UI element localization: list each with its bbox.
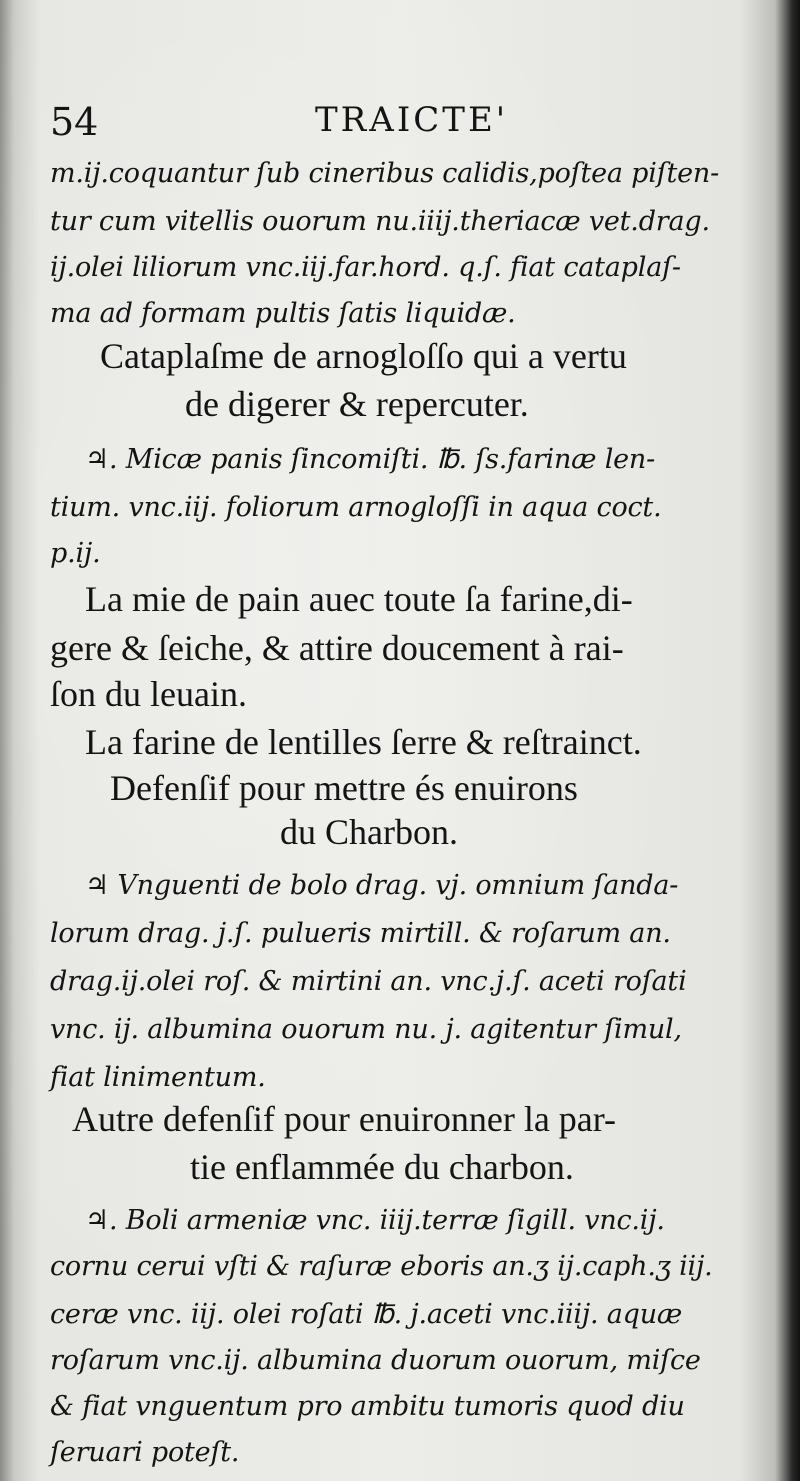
text-line: m.ij.coquantur ſub cineribus calidis,poſtea piſten-: [50, 158, 720, 189]
page-number: 54: [50, 100, 99, 144]
text-line: cornu cerui vſti & raſuræ eboris an.ʒ ij.caph.ʒ iij.: [50, 1251, 713, 1282]
running-title: TRAICTE': [315, 100, 509, 140]
section-heading: tie enflammée du charbon.: [190, 1147, 574, 1187]
section-heading: de digerer & repercuter.: [185, 384, 529, 424]
text-line: La mie de pain auec toute ſa farine,di-: [85, 579, 633, 619]
text-line: roſarum vnc.ij. albumina duorum ouorum, miſce: [50, 1345, 701, 1376]
text-line: gere & ſeiche, & attire doucement à rai-: [50, 628, 624, 668]
section-heading: Autre defenſif pour enuironner la par-: [72, 1099, 617, 1139]
section-heading: Defenſif pour mettre és enuirons: [110, 768, 578, 808]
text-line: La farine de lentilles ſerre & reſtrainct.: [85, 722, 642, 762]
text-line: ♃. Boli armeniæ vnc. iiij.terræ ſigill. vnc.ij.: [85, 1205, 665, 1236]
section-heading: du Charbon.: [280, 812, 458, 852]
text-line: & fiat vnguentum pro ambitu tumoris quod diu: [50, 1391, 685, 1422]
text-line: ceræ vnc. iij. olei roſati ℔. j.aceti vnc.iiij. aquæ: [50, 1299, 683, 1330]
text-line: ij.olei liliorum vnc.iij.far.hord. q.ſ. fiat cataplaſ-: [50, 252, 681, 283]
text-line: ſeruari poteſt.: [50, 1437, 240, 1468]
text-line: vnc. ij. albumina ouorum nu. j. agitentur ſimul,: [50, 1014, 682, 1045]
section-heading: Cataplaſme de arnogloſſo qui a vertu: [100, 336, 627, 376]
text-line: ma ad formam pultis ſatis liquidæ.: [50, 298, 516, 329]
text-line: tur cum vitellis ouorum nu.iiij.theriacæ vet.drag.: [50, 206, 710, 237]
text-line: fiat linimentum.: [50, 1062, 266, 1093]
text-line: tium. vnc.iij. foliorum arnogloſſi in aqua coct.: [50, 492, 662, 523]
text-line: ♃. Micæ panis ſincomiſti. ℔. ſs.farinæ len-: [85, 444, 656, 475]
text-line: ſon du leuain.: [50, 674, 247, 714]
text-line: drag.ij.olei roſ. & mirtini an. vnc.j.ſ. aceti roſati: [50, 966, 687, 997]
text-line: lorum drag. j.ſ. pulueris mirtill. & roſarum an.: [50, 918, 671, 949]
text-line: p.ij.: [50, 538, 101, 569]
text-line: ♃ Vnguenti de bolo drag. vj. omnium ſanda-: [85, 870, 679, 901]
page-header: [50, 100, 750, 142]
